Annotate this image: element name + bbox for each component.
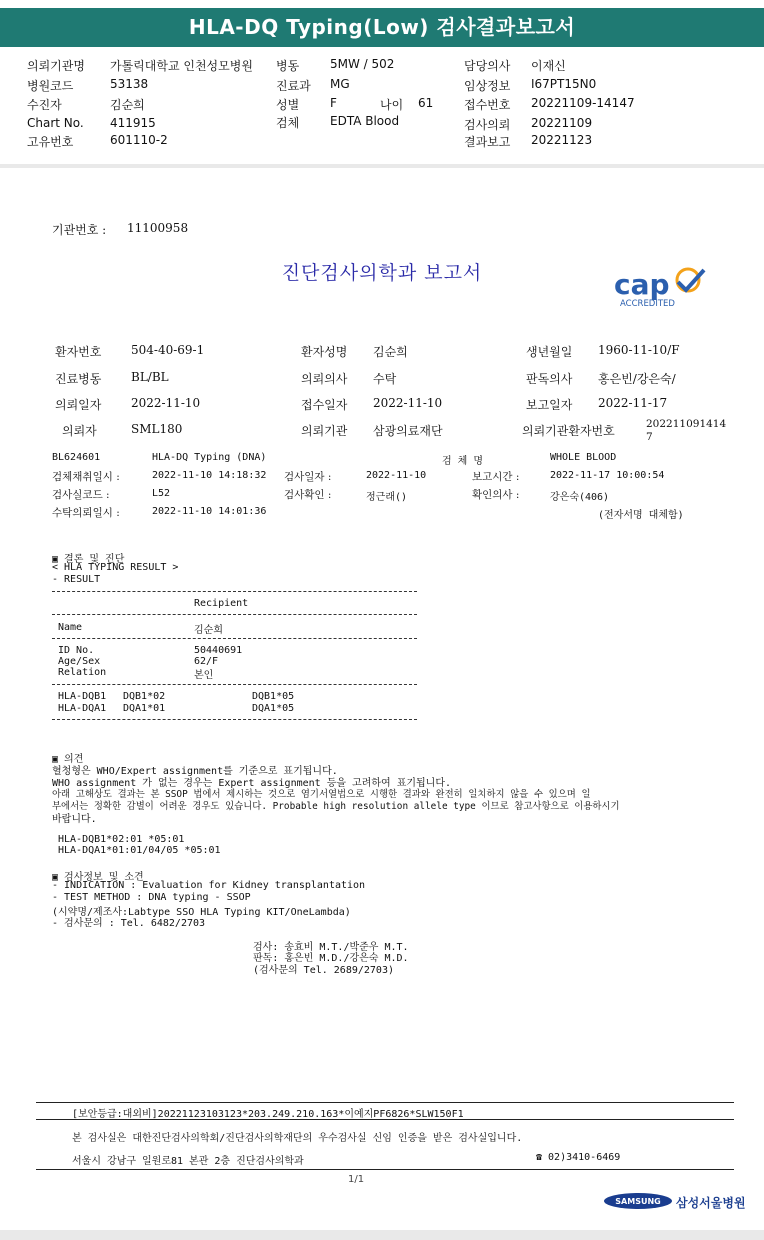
name-label: Name [58, 622, 83, 633]
patient-name-value: 김순희 [373, 345, 408, 359]
divider [52, 638, 417, 639]
clinical-info-value: I67PT15N0 [531, 77, 597, 91]
lab-code-value: L52 [152, 488, 171, 499]
lab-phone: ☎ 02)3410-6469 [536, 1152, 621, 1163]
info-line: - TEST METHOD : DNA typing - SSOP [52, 892, 251, 903]
org-patient-no-label: 의뢰기관환자번호 [522, 424, 615, 438]
signature-line: 판독: 홍은빈 M.D./강은숙 M.D. [253, 953, 409, 964]
result-heading: - RESULT [52, 574, 101, 585]
svg-text:ACCREDITED: ACCREDITED [620, 299, 675, 309]
cap-accredited-logo [612, 266, 712, 310]
report-title: 진단검사의학과 보고서 [281, 262, 483, 284]
name-value: 김순희 [194, 625, 223, 636]
conclusion-section-title: ▣ 결론 및 진단 [52, 554, 125, 565]
opinion-line: WHO assignment 가 없는 경우는 Expert assignment 등을 고려하여 표기됩니다. [52, 778, 452, 789]
patient-label: 수진자 [27, 98, 62, 112]
hospital-name: 삼성서울병원 [676, 1196, 746, 1210]
svg-text:SAMSUNG: SAMSUNG [615, 1197, 661, 1206]
ordering-doctor-label: 의뢰의사 [301, 372, 348, 386]
patient-no-label: 환자번호 [55, 345, 102, 359]
age-label: 나이 [380, 98, 404, 112]
reading-doctor-value: 홍은빈/강은숙/ [598, 372, 676, 386]
ward-report-label: 진료병동 [55, 372, 102, 386]
dqb1-allele-1: DQB1*02 [123, 691, 166, 702]
dqa1-allele-1: DQA1*01 [123, 703, 166, 714]
divider [52, 591, 417, 592]
outsourcing-time-value: 2022-11-10 14:01:36 [152, 506, 267, 517]
report-time-label: 보고시간 : [472, 471, 520, 483]
relation-value: 본인 [194, 670, 214, 681]
info-line: - 검사문의 : Tel. 6482/2703 [52, 918, 206, 929]
clinical-info-label: 임상정보 [464, 79, 511, 93]
specimen-name-label: 검 체 명 [442, 456, 484, 467]
samsung-logo [603, 1192, 673, 1214]
opinion-section-title: ▣ 의견 [52, 754, 84, 765]
outsourcing-time-label: 수탁의뢰일시 : [52, 507, 120, 519]
high-res-dqb1: HLA-DQB1*02:01 *05:01 [58, 834, 185, 845]
receipt-no-value: 20221109-14147 [531, 96, 635, 110]
info-line: (시약명/제조사:Labtype SSO HLA Typing KIT/OneLambda) [52, 907, 351, 918]
patient-no-value: 504-40-69-1 [131, 343, 205, 357]
result-date-label: 결과보고 [464, 135, 511, 149]
patient-value: 김순희 [110, 98, 145, 112]
lab-code-label: 검사실코드 : [52, 489, 110, 501]
specimen-value: EDTA Blood [330, 114, 400, 128]
dqb1-label: HLA-DQB1 [58, 691, 107, 702]
lab-address: 서울시 강남구 일원로81 본관 2층 진단검사의학과 [72, 1156, 304, 1167]
header-separator [0, 164, 764, 168]
doctor-label: 담당의사 [464, 59, 511, 73]
divider [52, 684, 417, 685]
reading-doctor-label: 판독의사 [526, 372, 573, 386]
doctor-value: 이재신 [531, 59, 566, 73]
confirm-doctor-value: 강은숙(406) [550, 492, 610, 503]
test-date-label: 검사일자 : [284, 471, 332, 483]
requester-value: SML180 [131, 422, 183, 436]
ward-report-value: BL/BL [131, 370, 169, 384]
opinion-line: 부에서는 정확한 감별이 어려운 경우도 있습니다. Probable high resolution allele type 이므로 참고사항으로 이용하시기 [52, 801, 620, 812]
patient-name-label: 환자성명 [301, 345, 348, 359]
org-patient-no-cont: 7 [646, 431, 653, 443]
institution-value: 가톨릭대학교 인천성모병원 [110, 59, 253, 73]
chart-no-label: Chart No. [27, 116, 84, 130]
requester-label: 의뢰자 [62, 424, 97, 438]
test-confirm-label: 검사확인 : [284, 489, 332, 501]
ward-label: 병동 [276, 59, 300, 73]
page-bottom-band [0, 1230, 764, 1240]
e-signature-note: (전자서명 대체함) [598, 510, 684, 521]
test-date-value: 2022-11-10 [366, 470, 427, 481]
certification-text: 본 검사실은 대한진단검사의학회/진단검사의학재단의 우수검사실 신임 인증을 받은 검사실입니다. [72, 1133, 523, 1144]
unique-no-label: 고유번호 [27, 135, 74, 149]
collection-time-value: 2022-11-10 14:18:32 [152, 470, 267, 481]
opinion-line: 바랍니다. [52, 814, 97, 825]
footer-line [36, 1119, 734, 1120]
footer-bottom-line [36, 1169, 734, 1170]
signature-line: 검사: 송효비 M.T./박준우 M.T. [253, 942, 409, 953]
dqb1-allele-2: DQB1*05 [252, 691, 295, 702]
divider [52, 719, 417, 720]
ward-value: 5MW / 502 [330, 57, 395, 71]
hla-typing-result-heading: < HLA TYPING RESULT > [52, 562, 179, 573]
svg-text:cap: cap [614, 268, 670, 301]
request-date-value: 20221109 [531, 116, 593, 130]
test-code: BL624601 [52, 452, 101, 463]
divider [52, 614, 417, 615]
receipt-date-label: 접수일자 [301, 398, 348, 412]
requesting-org-label: 의뢰기관 [301, 424, 348, 438]
specimen-label: 검체 [276, 116, 300, 130]
test-info-section-title: ▣ 검사정보 및 소견 [52, 872, 144, 883]
hospital-code-label: 병원코드 [27, 79, 74, 93]
opinion-line: 혈청형은 WHO/Expert assignment를 기준으로 표기됩니다. [52, 766, 338, 777]
id-label: ID No. [58, 645, 95, 656]
requesting-org-value: 삼광의료재단 [373, 424, 443, 438]
institution-no-label: 기관번호 : [52, 223, 107, 237]
signature-line: (검사문의 Tel. 2689/2703) [253, 965, 394, 976]
ordering-doctor-value: 수탁 [373, 372, 397, 386]
security-stamp: [보안등급:대외비]20221123103123*203.249.210.163*이예지PF6826*SLW150F1 [72, 1109, 464, 1120]
confirm-doctor-label: 확인의사 : [472, 489, 520, 501]
sex-value: F [330, 96, 337, 110]
recipient-header: Recipient [194, 598, 249, 609]
agesex-value: 62/F [194, 656, 219, 667]
birthdate-label: 생년월일 [526, 345, 573, 359]
dqa1-allele-2: DQA1*05 [252, 703, 295, 714]
sex-label: 성별 [276, 98, 300, 112]
dqa1-label: HLA-DQA1 [58, 703, 107, 714]
unique-no-value: 601110-2 [110, 133, 168, 147]
id-value: 50440691 [194, 645, 243, 656]
department-label: 진료과 [276, 79, 311, 93]
org-patient-no-value: 202211091414 [646, 418, 727, 430]
relation-label: Relation [58, 667, 107, 678]
receipt-date-value: 2022-11-10 [373, 396, 443, 410]
test-name: HLA-DQ Typing (DNA) [152, 452, 267, 463]
report-title-bar: HLA-DQ Typing(Low) 검사결과보고서 [0, 8, 764, 47]
test-confirm-value: 정근래() [366, 492, 408, 503]
department-value: MG [330, 77, 350, 91]
chart-no-value: 411915 [110, 116, 156, 130]
page-number: 1/1 [348, 1174, 365, 1185]
order-date-value: 2022-11-10 [131, 396, 201, 410]
specimen-name-value: WHOLE BLOOD [550, 452, 617, 463]
institution-no-value: 11100958 [127, 221, 189, 235]
report-date-label: 보고일자 [526, 398, 573, 412]
info-line: - INDICATION : Evaluation for Kidney transplantation [52, 880, 366, 891]
report-time-value: 2022-11-17 10:00:54 [550, 470, 665, 481]
collection-time-label: 검체채취일시 : [52, 471, 120, 483]
result-date-value: 20221123 [531, 133, 593, 147]
request-date-label: 검사의뢰 [464, 118, 511, 132]
institution-label: 의뢰기관명 [27, 59, 85, 73]
birthdate-value: 1960-11-10/F [598, 343, 680, 357]
order-date-label: 의뢰일자 [55, 398, 102, 412]
report-date-value: 2022-11-17 [598, 396, 668, 410]
opinion-line: 아래 고해상도 결과는 본 SSOP 법에서 제시하는 것으로 염기서열법으로 시행한 결과와 완전히 일치하지 않을 수 있으며 일 [52, 789, 591, 800]
agesex-label: Age/Sex [58, 656, 101, 667]
high-res-dqa1: HLA-DQA1*01:01/04/05 *05:01 [58, 845, 221, 856]
footer-top-line [36, 1102, 734, 1103]
hospital-code-value: 53138 [110, 77, 149, 91]
age-value: 61 [418, 96, 434, 110]
receipt-no-label: 접수번호 [464, 98, 511, 112]
